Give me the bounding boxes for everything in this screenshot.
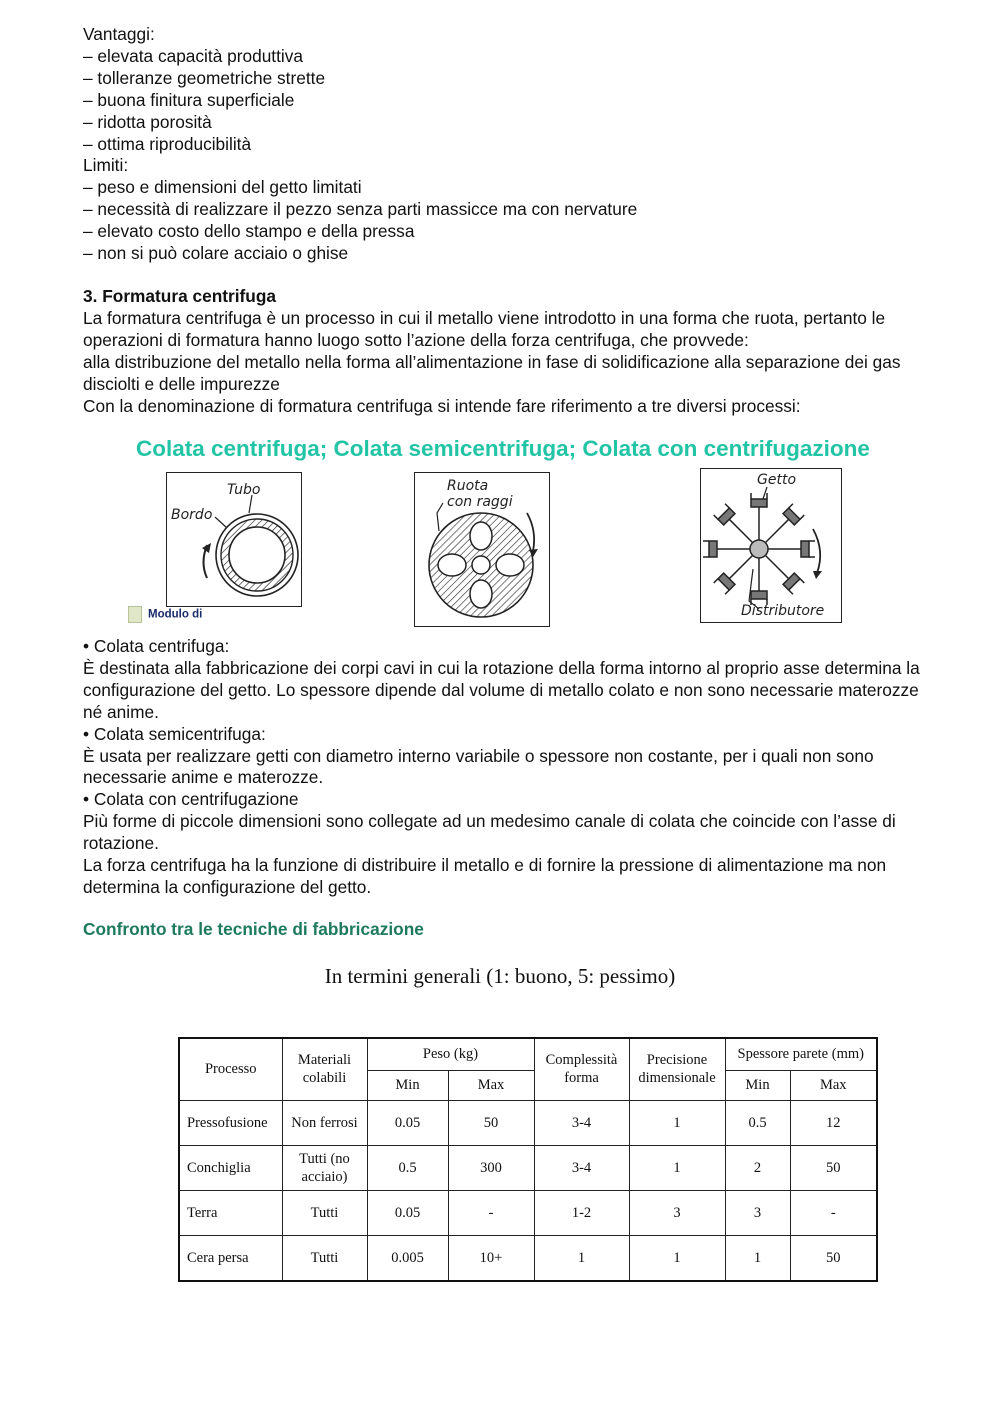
cell-spessore-max: - — [790, 1190, 877, 1235]
list-item: – ottima riproducibilità — [83, 133, 252, 154]
label-bordo: Bordo — [171, 507, 213, 523]
diagram-colata-semicentrifuga — [414, 472, 550, 627]
cell-processo: Pressofusione — [179, 1100, 282, 1145]
figure-heading: Colata centrifuga; Colata semicentrifuga; Colata con centrifugazione — [136, 436, 870, 461]
document-icon — [128, 606, 142, 623]
cell-spessore-max: 12 — [790, 1100, 877, 1145]
wheel-diagram — [415, 473, 549, 626]
list-item: – tolleranze geometriche strette — [83, 67, 326, 88]
table-caption: In termini generali (1: buono, 5: pessimo) — [324, 964, 676, 988]
paragraph-line: È destinata alla fabbricazione dei corpi cavi in cui la rotazione della forma intorno al proprio asse determina la — [83, 657, 920, 678]
cell-peso-min: 0.05 — [367, 1190, 448, 1235]
table-row — [179, 1145, 877, 1190]
cell-precisione: 1 — [629, 1235, 725, 1281]
pros-cons-block — [83, 24, 983, 265]
header-peso-min: Min — [367, 1070, 448, 1100]
header-complessita: Complessità forma — [534, 1038, 629, 1100]
paragraph-line: disciolti e delle impurezze — [83, 373, 280, 394]
list-item: – ridotta porosità — [83, 111, 212, 132]
tube-diagram — [167, 473, 301, 606]
paragraph-line: configurazione del getto. Lo spessore dipende dal volume di metallo colato e non sono necessarie materozze — [83, 679, 919, 700]
cell-peso-min: 0.5 — [367, 1145, 448, 1190]
paragraph-line: È usata per realizzare getti con diametro interno variabile o spessore non costante, per i quali non sono — [83, 745, 874, 766]
cell-peso-min: 0.05 — [367, 1100, 448, 1145]
list-item: – non si può colare acciaio o ghise — [83, 243, 349, 264]
paragraph-line: né anime. — [83, 701, 159, 722]
paragraph-line: operazioni di formatura hanno luogo sotto l’azione della forza centrifuga, che provvede: — [83, 329, 749, 350]
list-item: – elevato costo dello stampo e della pressa — [83, 221, 415, 242]
header-materiali: Materiali colabili — [282, 1038, 367, 1100]
table-row — [179, 1190, 877, 1235]
label-con-raggi: con raggi — [447, 494, 513, 510]
header-peso-max: Max — [448, 1070, 534, 1100]
header-peso: Peso (kg) — [367, 1038, 534, 1070]
cell-precisione: 3 — [629, 1190, 725, 1235]
limiti-title: Limiti: — [83, 155, 129, 176]
paragraph-line: Più forme di piccole dimensioni sono collegate ad un medesimo canale di colata che coincide con l’asse di — [83, 811, 896, 832]
cell-peso-max: 50 — [448, 1100, 534, 1145]
paragraph-line: alla distribuzione del metallo nella forma all’alimentazione in fase di solidificazione alla separazione dei gas — [83, 351, 901, 372]
label-ruota: Ruota — [447, 478, 489, 494]
label-getto: Getto — [757, 472, 797, 488]
cell-complessita: 3-4 — [534, 1145, 629, 1190]
header-processo: Processo — [179, 1038, 282, 1100]
cell-processo: Conchiglia — [179, 1145, 282, 1190]
paragraph-line: • Colata centrifuga: — [83, 636, 230, 656]
list-item: – elevata capacità produttiva — [83, 45, 303, 66]
paragraph-line: • Colata semicentrifuga: — [83, 723, 266, 744]
cell-spessore-min: 0.5 — [725, 1100, 790, 1145]
modulo-text: Modulo di — [148, 608, 203, 621]
list-item: – necessità di realizzare il pezzo senza parti massicce ma con nervature — [83, 199, 638, 220]
cell-peso-max: 10+ — [448, 1235, 534, 1281]
cell-spessore-max: 50 — [790, 1145, 877, 1190]
vantaggi-title: Vantaggi: — [83, 24, 155, 44]
distributor-diagram — [701, 469, 841, 622]
section-heading: 3. Formatura centrifuga — [83, 286, 277, 306]
cell-processo: Cera persa — [179, 1235, 282, 1281]
cell-materiali: Non ferrosi — [282, 1100, 367, 1145]
paragraph-line: • Colata con centrifugazione — [83, 789, 299, 810]
paragraph-line: La formatura centrifuga è un processo in cui il metallo viene introdotto in una forma che ruota, pertanto le — [83, 307, 886, 328]
header-spessore: Spessore parete (mm) — [725, 1038, 877, 1070]
paragraph-line: rotazione. — [83, 833, 159, 854]
table-header-row — [179, 1038, 877, 1070]
cell-materiali: Tutti (no acciaio) — [282, 1145, 367, 1190]
header-spessore-min: Min — [725, 1070, 790, 1100]
cell-complessita: 3-4 — [534, 1100, 629, 1145]
table-row — [179, 1235, 877, 1281]
label-tubo: Tubo — [227, 482, 261, 498]
cell-precisione: 1 — [629, 1145, 725, 1190]
cell-spessore-min: 2 — [725, 1145, 790, 1190]
cell-spessore-min: 3 — [725, 1190, 790, 1235]
diagram-colata-con-centrifugazione — [700, 468, 842, 623]
paragraph-line: determina la configurazione del getto. — [83, 876, 372, 897]
comparison-table — [178, 1037, 878, 1282]
cell-peso-min: 0.005 — [367, 1235, 448, 1281]
cell-precisione: 1 — [629, 1100, 725, 1145]
cell-materiali: Tutti — [282, 1235, 367, 1281]
paragraph-line: necessarie anime e materozze. — [83, 767, 324, 788]
label-distributore: Distributore — [741, 603, 825, 619]
cell-processo: Terra — [179, 1190, 282, 1235]
processes-block — [83, 636, 983, 899]
modulo-label — [128, 606, 202, 623]
comparison-title: Confronto tra le tecniche di fabbricazione — [83, 919, 424, 939]
list-item: – buona finitura superficiale — [83, 89, 295, 110]
paragraph-line: Con la denominazione di formatura centrifuga si intende fare riferimento a tre diversi processi: — [83, 395, 801, 416]
header-spessore-max: Max — [790, 1070, 877, 1100]
diagram-colata-centrifuga — [166, 472, 302, 607]
cell-spessore-min: 1 — [725, 1235, 790, 1281]
paragraph-line: La forza centrifuga ha la funzione di distribuire il metallo e di fornire la pressione di alimentazione ma non — [83, 855, 887, 876]
table-row — [179, 1100, 877, 1145]
cell-spessore-max: 50 — [790, 1235, 877, 1281]
cell-complessita: 1-2 — [534, 1190, 629, 1235]
header-precisione: Precisione dimensionale — [629, 1038, 725, 1100]
centrifugal-casting-figure — [128, 430, 908, 630]
cell-peso-max: - — [448, 1190, 534, 1235]
cell-complessita: 1 — [534, 1235, 629, 1281]
cell-materiali: Tutti — [282, 1190, 367, 1235]
cell-peso-max: 300 — [448, 1145, 534, 1190]
list-item: – peso e dimensioni del getto limitati — [83, 177, 362, 198]
section-formatura-centrifuga — [83, 286, 983, 417]
